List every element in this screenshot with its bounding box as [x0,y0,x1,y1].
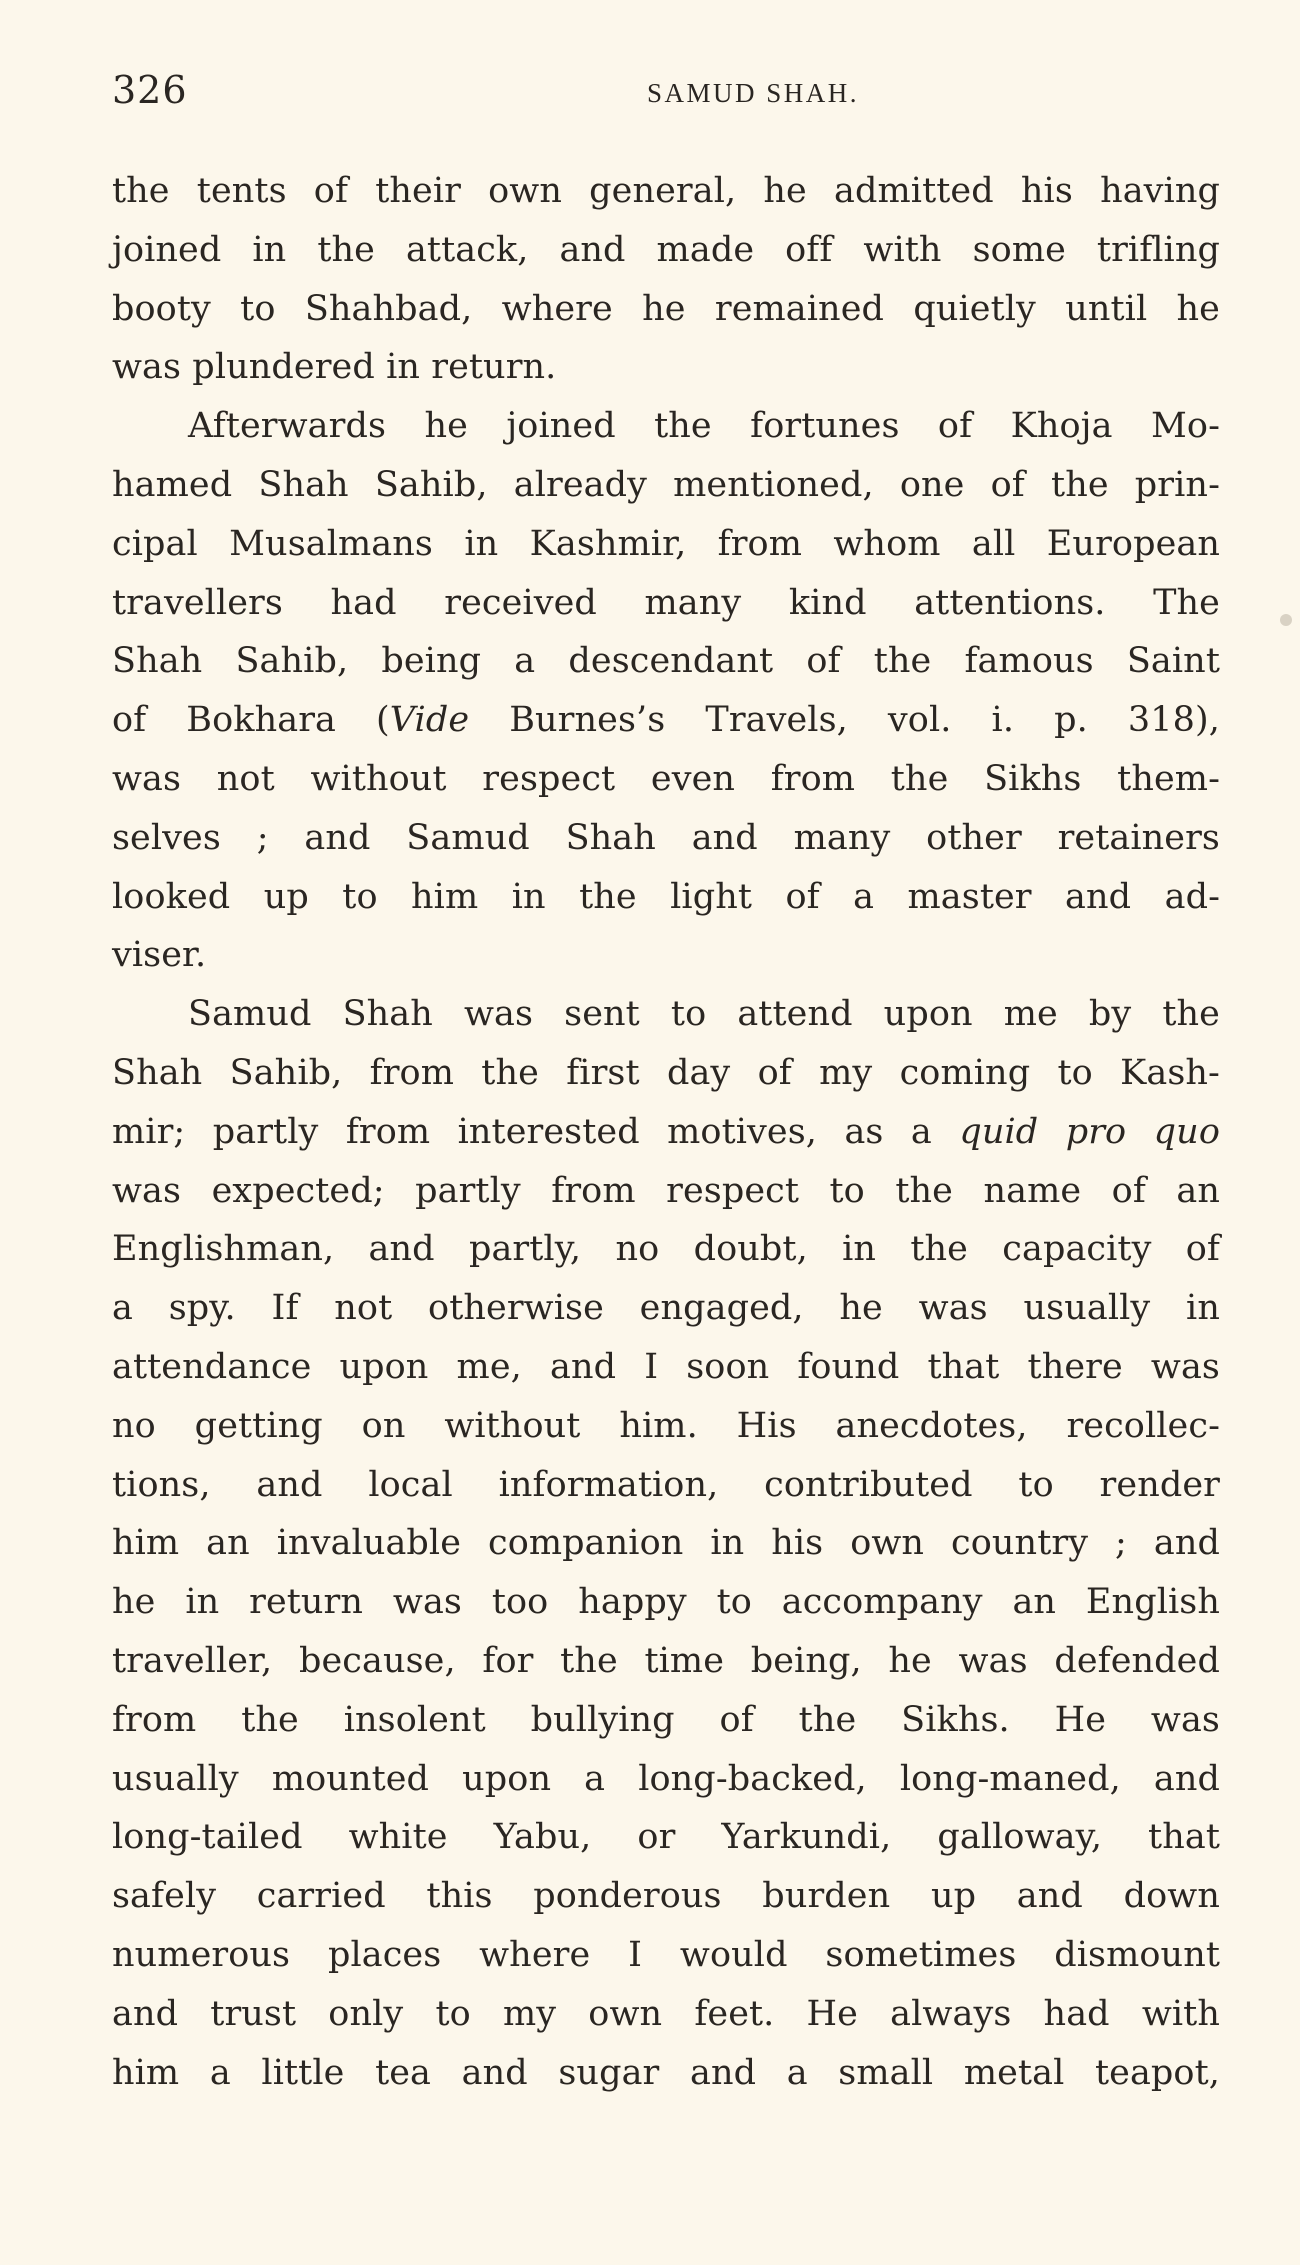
text-run: from the insolent bullying of the Sikhs. He was [112,1699,1220,1740]
running-title: SAMUD SHAH. [647,78,860,108]
text-run: a spy. If not otherwise engaged, he was usually in [112,1288,1220,1329]
text-line [112,162,1220,221]
text-line [112,1044,1220,1103]
text-run: he in return was too happy to accompany an English [112,1582,1220,1623]
text-line [112,338,1220,397]
text-line [112,691,1220,750]
paper-speck [1280,614,1292,626]
text-line [112,1985,1220,2044]
text-line [112,1808,1220,1867]
text-line [112,1338,1220,1397]
text-line [112,1926,1220,1985]
text-run: him an invaluable companion in his own country ; and [112,1523,1220,1564]
text-line [112,1573,1220,1632]
text-run: Englishman, and partly, no doubt, in the capacity of [112,1229,1220,1270]
text-run: joined in the attack, and made off with some trifling [112,229,1220,270]
text-line [112,456,1220,515]
text-line [112,515,1220,574]
text-line [112,280,1220,339]
text-run: was plundered in return. [112,347,557,388]
text-line [112,1397,1220,1456]
text-run: looked up to him in the light of a master and ad- [112,876,1220,917]
text-line [112,574,1220,633]
text-run: tions, and local information, contributed to render [112,1464,1220,1505]
text-line [112,1220,1220,1279]
text-run: Burnes’s Travels, vol. i. p. 318), [469,700,1220,741]
text-run: no getting on without him. His anecdotes, recollec- [112,1405,1220,1446]
text-line [112,1632,1220,1691]
text-run: numerous places where I would sometimes dismount [112,1934,1220,1975]
text-line [112,1750,1220,1809]
text-run: was expected; partly from respect to the name of an [112,1170,1220,1211]
text-line [112,926,1220,985]
text-line [112,1162,1220,1221]
text-run: Afterwards he joined the fortunes of Khoja Mo- [188,406,1220,447]
text-line [112,1867,1220,1926]
text-line [112,750,1220,809]
text-line [112,397,1220,456]
text-run: was not without respect even from the Sikhs them- [112,758,1220,799]
italic-phrase: Vide [389,700,470,741]
text-run: of Bokhara ( [112,700,390,741]
italic-phrase: quid pro quo [959,1111,1220,1152]
text-line [112,1514,1220,1573]
text-line [112,985,1220,1044]
text-run: long-tailed white Yabu, or Yarkundi, galloway, that [112,1817,1220,1858]
text-run: Samud Shah was sent to attend upon me by the [188,994,1220,1035]
text-run: cipal Musalmans in Kashmir, from whom all European [112,523,1220,564]
text-run: the tents of their own general, he admitted his having [112,171,1220,211]
text-run: usually mounted upon a long-backed, long-maned, and [112,1758,1220,1799]
text-run: and trust only to my own feet. He always had with [112,1993,1220,2034]
text-run: safely carried this ponderous burden up and down [112,1876,1220,1917]
text-run: mir; partly from interested motives, as a [112,1111,960,1152]
page-number: 326 [112,68,188,112]
text-line [112,632,1220,691]
page-header [112,64,1220,124]
text-line [112,1103,1220,1162]
text-line [112,221,1220,280]
text-run: viser. [112,935,207,976]
text-run: selves ; and Samud Shah and many other retainers [112,817,1220,858]
text-run: hamed Shah Sahib, already mentioned, one of the prin- [112,464,1220,505]
body-text [112,162,1220,2102]
text-line [112,1279,1220,1338]
text-run: traveller, because, for the time being, he was defended [112,1640,1220,1681]
text-run: him a little tea and sugar and a small metal teapot, [112,2052,1220,2093]
text-line [112,1456,1220,1515]
text-line [112,809,1220,868]
text-line [112,1691,1220,1750]
text-line [112,2044,1220,2103]
text-run: travellers had received many kind attentions. The [112,582,1220,623]
text-run: attendance upon me, and I soon found that there was [112,1346,1220,1387]
text-run: Shah Sahib, being a descendant of the famous Saint [112,641,1220,682]
text-run: Shah Sahib, from the first day of my coming to Kash- [112,1052,1220,1093]
text-line [112,868,1220,927]
text-run: booty to Shahbad, where he remained quietly until he [112,288,1220,329]
